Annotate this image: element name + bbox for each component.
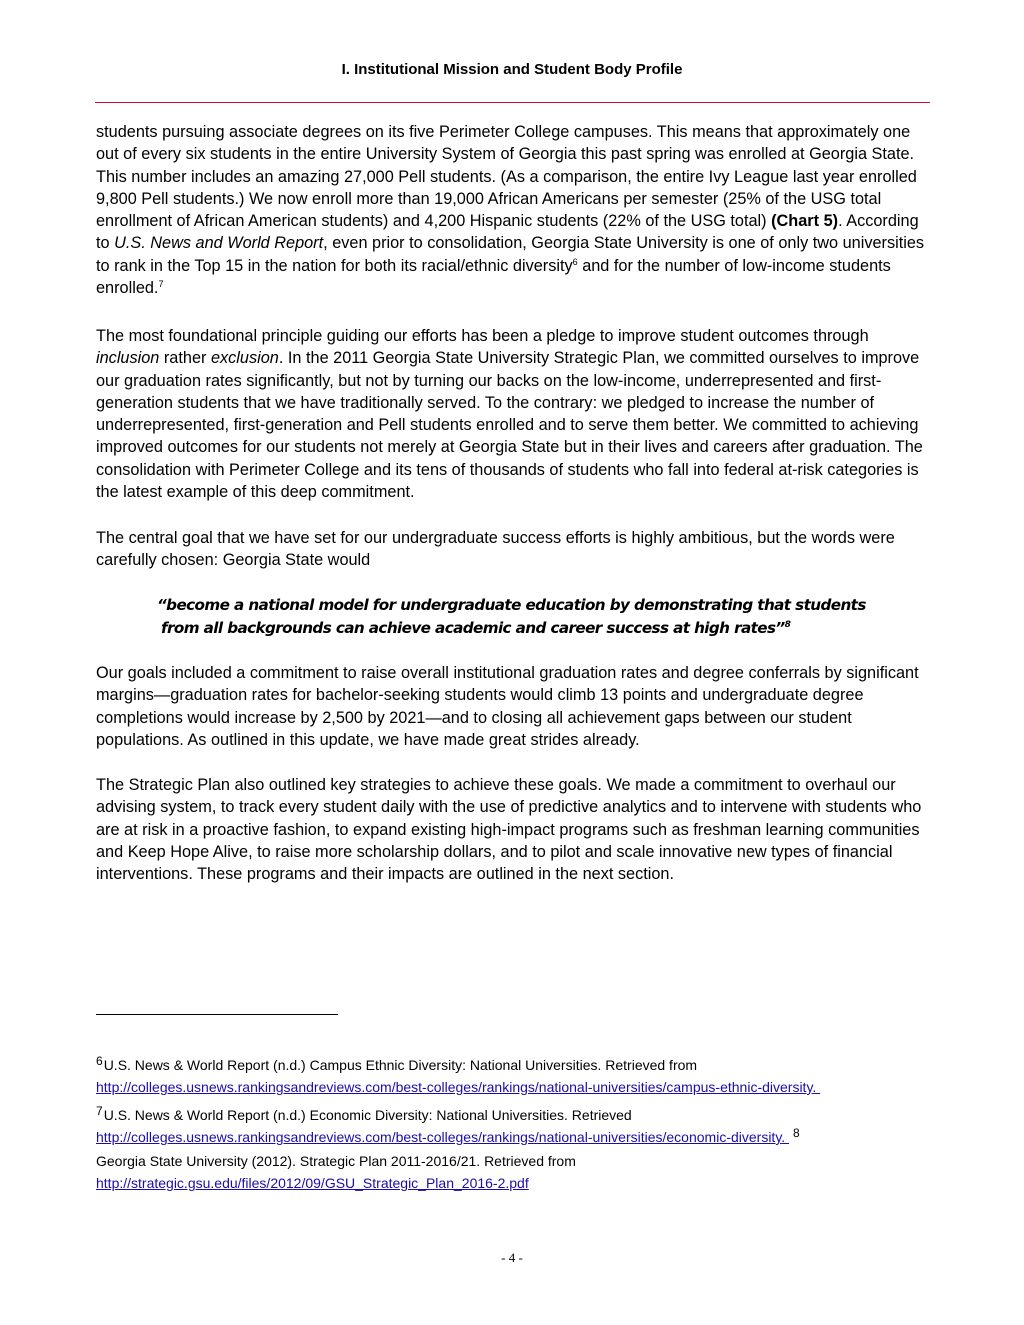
p2-text-c: . In the 2011 Georgia State University Strategic Plan, we committed ourselves to improve our graduation rates significantly, but not by turning our backs on the low-income, underrepresented and first-generation students that we have traditionally served. To the contrary: we pledged to increase the number of underrepresented, first-generation and Pell students enrolled and to serve them better. We committed to achieving improved outcomes for our students not merely at Georgia State but in their lives and careers after graduation. The consolidation with Perimeter College and its tens of thousands of students who fall into federal at-risk categories is the latest example of this deep commitment. bbox=[96, 349, 923, 502]
p1-text-b: . According to bbox=[96, 212, 919, 253]
footnote-6: 6U.S. News & World Report (n.d.) Campus Ethnic Diversity: National Universities. Retrieved from http://colleges.usnews.rankingsandreviews.com/best-colleges/rankings/national-universities/campus-ethnic-diversity. bbox=[96, 1054, 821, 1095]
footnote-ref-7[interactable]: 7 bbox=[158, 279, 164, 290]
footnote-6-text: U.S. News & World Report (n.d.) Campus Ethnic Diversity: National Universities. Retrieved from bbox=[103, 1057, 698, 1073]
paragraph-enrollment bbox=[96, 121, 932, 299]
footnote-8-link[interactable]: http://strategic.gsu.edu/files/2012/09/GSU_Strategic_Plan_2016-2.pdf bbox=[96, 1175, 529, 1191]
header-divider bbox=[95, 102, 930, 103]
footnote-divider bbox=[96, 1014, 338, 1015]
footnote-ref-6[interactable]: 6 bbox=[572, 256, 578, 267]
emphasis-exclusion: exclusion bbox=[210, 349, 279, 368]
paragraph-foundational-principle bbox=[96, 325, 932, 503]
page-number: - 4 - bbox=[501, 1250, 523, 1265]
p2-text-a: The most foundational principle guiding our efforts has been a pledge to improve student outcomes through bbox=[96, 327, 869, 345]
paragraph-central-goal: The central goal that we have set for our undergraduate success efforts is highly ambitious, but the words were carefully chosen: Georgia State would bbox=[96, 529, 895, 570]
footnote-7-link[interactable]: http://colleges.usnews.rankingsandreviews.com/best-colleges/rankings/national-universities/economic-diversity bbox=[96, 1129, 782, 1145]
quote-line-1: “become a national model for undergraduate education by demonstrating that students bbox=[157, 596, 866, 614]
footnote-8-text: Georgia State University (2012). Strategic Plan 2011-2016/21. Retrieved from bbox=[96, 1153, 576, 1169]
goal-quote bbox=[157, 594, 917, 639]
footnote-7: 7U.S. News & World Report (n.d.) Economic Diversity: National Universities. Retrieved http://colleges.usnews.rankingsandreviews.com/best-colleges/rankings/national-universities/economic-diversity. 8 bbox=[96, 1104, 800, 1145]
p1-text-a: students pursuing associate degrees on its five Perimeter College campuses. This means that approximately one out of every six students in the entire University System of Georgia this past spring was enrolled at Georgia State. This number includes an amazing 27,000 Pell students. (As a comparison, the entire Ivy League last year enrolled 9,800 Pell students.) We now enroll more than 19,000 African Americans per semester (25% of the USG total enrollment of African American students) and 4,200 Hispanic students (22% of the USG total) bbox=[96, 123, 917, 231]
paragraph-goals: Our goals included a commitment to raise overall institutional graduation rates and degree conferrals by significant margins—graduation rates for bachelor-seeking students would climb 13 points and undergraduate degree completions would increase by 2,500 by 2021—and to closing all achievement gaps between our student populations. As outlined in this update, we have made great strides already. bbox=[96, 664, 919, 749]
footnote-7-text: U.S. News & World Report (n.d.) Economic Diversity: National Universities. Retrieved bbox=[103, 1107, 632, 1123]
source-title: U.S. News and World Report bbox=[114, 234, 324, 253]
footnote-7-number: 7 bbox=[96, 1104, 103, 1118]
footnote-ref-8[interactable]: 8 bbox=[784, 619, 791, 630]
footnote-8-number: 8 bbox=[792, 1126, 800, 1140]
page-header-title: I. Institutional Mission and Student Body Profile bbox=[341, 61, 683, 78]
p2-text-b: rather bbox=[159, 349, 211, 368]
chart-5-reference: (Chart 5) bbox=[771, 212, 839, 231]
p1-text-c: , even prior to consolidation, Georgia State University is one of only two universities to rank in the Top 15 in the nation for both its racial/ethnic diversity bbox=[96, 234, 925, 275]
footnote-6-number: 6 bbox=[96, 1054, 103, 1068]
p1-text-d: and for the number of low-income students enrolled. bbox=[96, 256, 891, 298]
quote-line-2: from all backgrounds can achieve academic and career success at high rates” bbox=[161, 618, 785, 637]
paragraph-strategies: The Strategic Plan also outlined key strategies to achieve these goals. We made a commitment to overhaul our advising system, to track every student daily with the use of predictive analytics and to intervene with students who are at risk in a proactive fashion, to expand existing high-impact programs such as freshman learning communities and Keep Hope Alive, to raise more scholarship dollars, and to pilot and scale innovative new types of financial interventions. These programs and their impacts are outlined in the next section. bbox=[96, 776, 922, 884]
footnote-6-link[interactable]: http://colleges.usnews.rankingsandreviews.com/best-colleges/rankings/national-universities/campus-ethnic-diversity bbox=[96, 1079, 813, 1095]
footnote-8 bbox=[96, 1150, 932, 1194]
emphasis-inclusion: inclusion bbox=[96, 349, 160, 368]
